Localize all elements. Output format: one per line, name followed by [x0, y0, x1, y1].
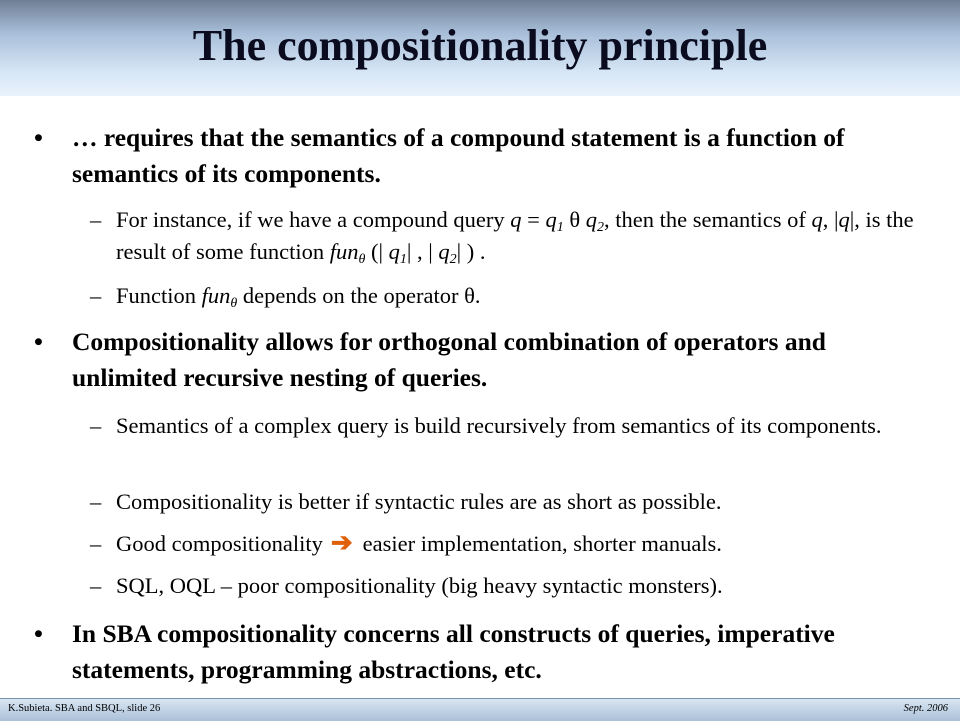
fun-name: fun [201, 283, 231, 308]
sub-text: Semantics of a complex query is build recursively from semantics of its components. [116, 413, 882, 438]
sub-text: |, is the result of some function [116, 207, 914, 264]
bullet-2-sub-4 [90, 570, 936, 602]
dash-marker: – [90, 413, 102, 438]
subscript: 1 [399, 252, 407, 267]
var-q: q [510, 207, 522, 232]
subscript: θ [358, 252, 366, 267]
sub-text: depends on the operator θ. [237, 283, 481, 308]
sub-text: | , | [406, 239, 439, 264]
bullet-1-sub-1 [90, 204, 936, 268]
bullet-dot: • [34, 123, 43, 152]
dash-marker: – [90, 573, 102, 598]
dash-marker: – [90, 489, 102, 514]
bullet-2-sub-1 [90, 408, 936, 444]
sub-text: For instance, if we have a compound query [116, 207, 511, 232]
footer-bar [0, 698, 960, 721]
dash-marker: – [90, 531, 102, 556]
dash-marker: – [90, 283, 102, 308]
bullet-1-sub-2 [90, 280, 936, 312]
bullet-1-text: … requires that the semantics of a compound statement is a function of semantics of its components. [72, 123, 845, 188]
bullet-dot: • [34, 327, 43, 356]
var-q: q [811, 207, 823, 232]
bullet-2-sub-3 [90, 528, 936, 560]
sub-text: | ) . [456, 239, 486, 264]
subscript: 2 [449, 252, 457, 267]
subscript: 2 [597, 220, 604, 235]
sub-text: θ [563, 207, 586, 232]
bullet-3-text: In SBA compositionality concerns all constructs of queries, imperative statements, programming abstractions, etc. [72, 619, 835, 684]
sub-text: easier implementation, shorter manuals. [362, 531, 722, 556]
var-q: q [388, 239, 400, 264]
bullet-3 [34, 616, 932, 688]
arrow-right-icon: ➔ [330, 528, 353, 557]
bullet-2 [34, 324, 932, 396]
bullet-dot: • [34, 619, 43, 648]
footer-left: K.Subieta. SBA and SBQL, slide 26 [8, 703, 161, 714]
bullet-2-text: Compositionality allows for orthogonal combination of operators and unlimited recursive nesting of queries. [72, 327, 826, 392]
sub-text: = [521, 207, 546, 232]
sub-text: Function [116, 283, 202, 308]
var-q: q [438, 239, 450, 264]
var-q: q [838, 207, 850, 232]
footer-right: Sept. 2006 [903, 703, 948, 714]
subscript: 1 [556, 220, 564, 235]
dash-marker: – [90, 207, 102, 232]
sub-text: (| [365, 239, 389, 264]
sub-text: , | [822, 207, 839, 232]
var-q: q [585, 207, 597, 232]
sub-text: SQL, OQL – poor compositionality (big heavy syntactic monsters). [116, 573, 723, 598]
slide-title: The compositionality principle [192, 21, 768, 70]
bullet-2-sub-2 [90, 486, 936, 518]
sub-text: Compositionality is better if syntactic rules are as short as possible. [116, 489, 722, 514]
bullet-1 [34, 120, 932, 192]
sub-text: , then the semantics of [604, 207, 812, 232]
var-q: q [545, 207, 557, 232]
fun-name: fun [329, 239, 359, 264]
subscript: θ [230, 296, 238, 311]
sub-text: Good compositionality [116, 531, 323, 556]
